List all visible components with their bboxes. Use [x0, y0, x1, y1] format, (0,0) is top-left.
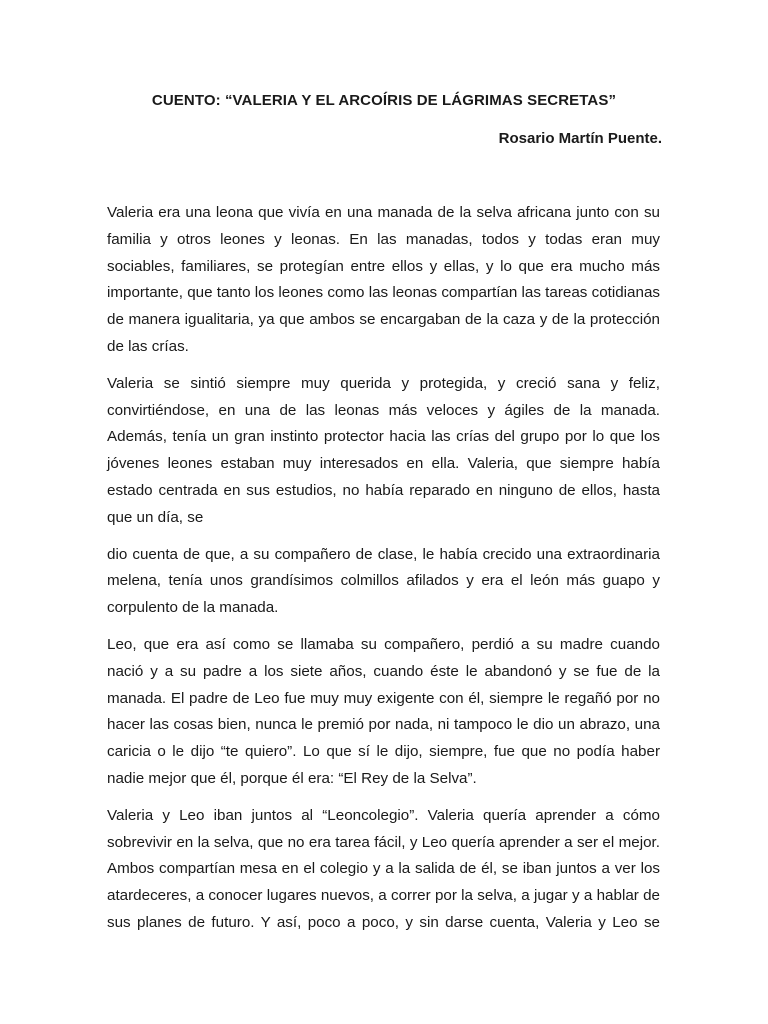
document-title: CUENTO: “VALERIA Y EL ARCOÍRIS DE LÁGRIMAS SECRETAS”: [151, 92, 617, 109]
body-paragraph-2: Valeria se sintió siempre muy querida y protegida, y creció sana y feliz, convirtiéndose, en una de las leonas más veloces y ágiles de la manada. Además, tenía un gran instinto protector hacia las crías del grupo por lo que los jóvenes leones estaban muy interesados en ella. Valeria, que siempre había estado centrada en sus estudios, no había reparado en ninguno de ellos, hasta que un día, se: [107, 374, 660, 526]
body-paragraph-3: dio cuenta de que, a su compañero de clase, le había crecido una extraordinaria melena, tenía unos grandísimos colmillos afilados y era el león más guapo y corpulento de la manada.: [107, 545, 660, 617]
document-author: Rosario Martín Puente.: [498, 130, 662, 147]
document-body: [107, 200, 660, 937]
body-paragraph-4: Leo, que era así como se llamaba su compañero, perdió a su madre cuando nació y a su padre a los siete años, cuando éste le abandonó y se fue de la manada. El padre de Leo fue muy muy exigente con él, siempre le regañó por no hacer las cosas bien, nunca le premió por nada, ni tampoco le dio un abrazo, una caricia o le dijo “te quiero”. Lo que sí le dijo, siempre, fue que no podía haber nadie mejor que él, porque él era: “El Rey de la Selva”.: [107, 635, 660, 787]
body-paragraph-1: Valeria era una leona que vivía en una manada de la selva africana junto con su familia y otros leones y leonas. En las manadas, todos y todas eran muy sociables, familiares, se protegían entre ellos y ellas, y lo que era mucho más importante, que tanto los leones como las leonas compartían las tareas cotidianas de manera igualitaria, ya que ambos se encargaban de la caza y de la protección de las crías.: [107, 204, 660, 355]
body-paragraph-5: Valeria y Leo iban juntos al “Leoncolegio”. Valeria quería aprender a cómo sobrevivir en la selva, que no era tarea fácil, y Leo quería aprender a ser el mejor. Ambos compartían mesa en el colegio y a la salida de él, se iban juntos a ver los atardeceres, a conocer lugares nuevos, a correr por la selva, a jugar y a hablar de sus planes de futuro. Y así, poco a poco, y sin darse cuenta, Valeria y Leo se: [107, 806, 660, 931]
